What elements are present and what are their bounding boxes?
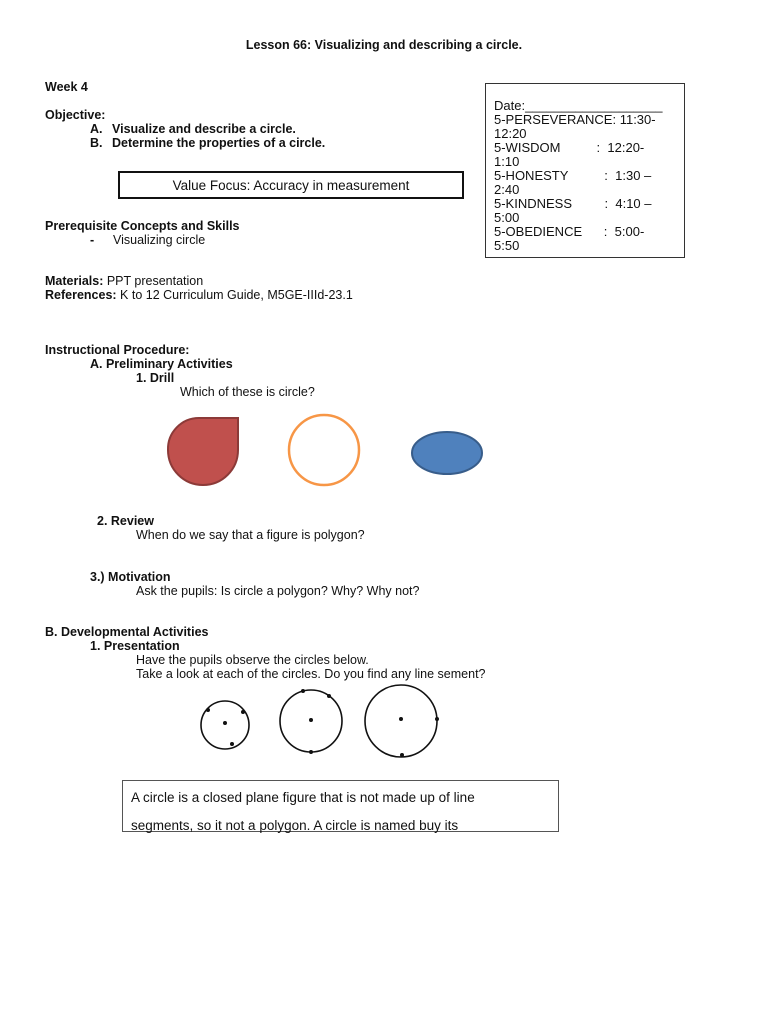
schedule-row: 5-HONESTY : 1:30 –: [494, 168, 652, 183]
schedule-row: 5:00: [494, 210, 520, 225]
developmental-heading: B. Developmental Activities: [45, 625, 209, 639]
schedule-row: 1:10: [494, 154, 520, 169]
schedule-box: [485, 83, 685, 258]
blue-ellipse: [412, 432, 482, 474]
prerequisite-heading: Prerequisite Concepts and Skills: [45, 219, 240, 233]
circle-definition-box: [122, 780, 559, 832]
review-question: When do we say that a figure is polygon?: [136, 528, 365, 542]
objective-text-a: Visualize and describe a circle.: [112, 122, 296, 136]
presentation-line-2: Take a look at each of the circles. Do you find any line sement?: [136, 667, 486, 681]
materials-value: PPT presentation: [103, 274, 204, 288]
value-focus-text: Value Focus: Accuracy in measurement: [172, 177, 410, 193]
lesson-title: Lesson 66: Visualizing and describing a circle.: [245, 38, 523, 52]
objective-marker-b: B.: [90, 136, 103, 150]
large-circle: [365, 685, 439, 757]
preliminary-heading: A. Preliminary Activities: [90, 357, 233, 371]
teardrop-shape: [168, 418, 238, 485]
schedule-row: 5-OBEDIENCE : 5:00-: [494, 224, 645, 239]
motivation-question: Ask the pupils: Is circle a polygon? Why? Why not?: [136, 584, 420, 598]
schedule-row: 5-WISDOM : 12:20-: [494, 140, 645, 155]
prerequisite-bullet: -: [90, 233, 95, 247]
drill-heading: 1. Drill: [136, 371, 175, 385]
week-label: Week 4: [45, 80, 88, 94]
schedule-date: Date:___________________: [494, 98, 663, 113]
references-line: [45, 288, 353, 302]
references-label: References:: [45, 288, 117, 302]
small-circle: [201, 701, 249, 749]
review-heading: 2. Review: [97, 514, 154, 528]
schedule-row: 12:20: [494, 126, 527, 141]
procedure-heading: Instructional Procedure:: [45, 343, 190, 357]
value-focus-box: [118, 171, 464, 199]
schedule-row: 2:40: [494, 182, 520, 197]
definition-line-2: segments, so it not a polygon. A circle is named buy its: [131, 818, 459, 833]
drill-question: Which of these is circle?: [180, 385, 315, 399]
schedule-row: 5:50: [494, 238, 520, 253]
prerequisite-item: Visualizing circle: [113, 233, 206, 247]
presentation-heading: 1. Presentation: [90, 639, 180, 653]
schedule-row: 5-KINDNESS : 4:10 –: [494, 196, 652, 211]
schedule-row: 5-PERSEVERANCE: 11:30-: [494, 112, 656, 127]
medium-circle: [280, 689, 342, 754]
motivation-heading: 3.) Motivation: [90, 570, 171, 584]
materials-line: [45, 274, 203, 288]
definition-line-1: A circle is a closed plane figure that is not made up of line: [131, 790, 475, 805]
presentation-line-1: Have the pupils observe the circles below.: [136, 653, 369, 667]
references-value: K to 12 Curriculum Guide, M5GE-IIId-23.1: [116, 288, 353, 302]
drill-shapes: [160, 410, 500, 490]
objective-item-a: [90, 122, 296, 136]
objective-item-b: [90, 136, 325, 150]
materials-label: Materials:: [45, 274, 104, 288]
orange-circle: [289, 415, 359, 485]
objective-marker-a: A.: [90, 122, 103, 136]
objective-text-b: Determine the properties of a circle.: [112, 136, 326, 150]
objective-heading: Objective:: [45, 108, 106, 122]
presentation-circles: [195, 683, 445, 763]
